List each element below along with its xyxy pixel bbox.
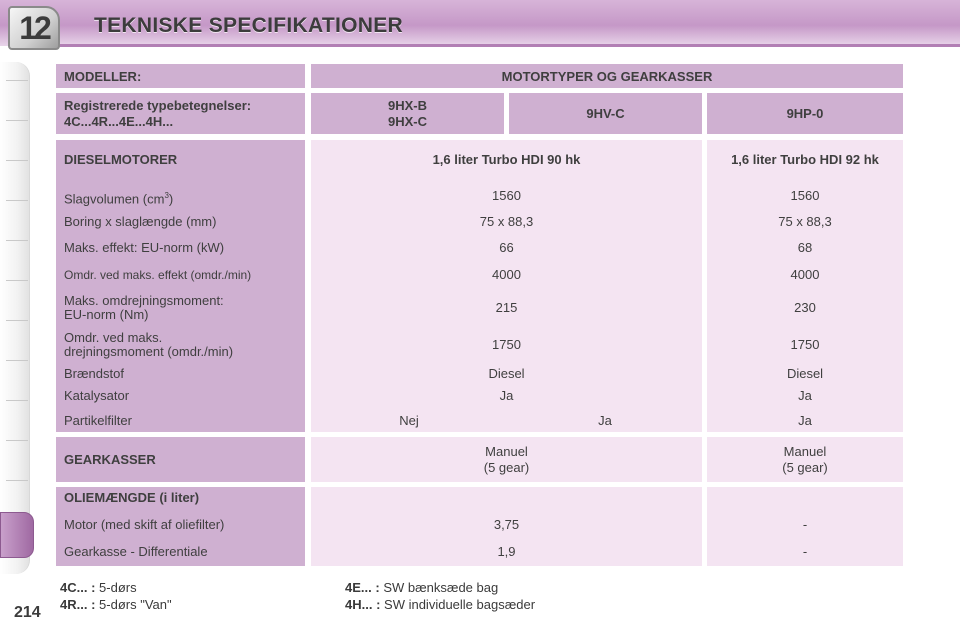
gearbox-b-cell <box>707 437 903 482</box>
tab-divider <box>6 320 28 321</box>
spec-value: 1750 <box>790 337 820 352</box>
spec-value: 230 <box>794 300 816 315</box>
footnote: 4R... : 5-dørs "Van" <box>60 597 172 612</box>
gearbox-a-cell <box>311 437 702 482</box>
spec-label-bore-stroke: Boring x slaglængde (mm) <box>64 214 217 229</box>
spec-label-fuel: Brændstof <box>64 366 124 381</box>
tab-divider <box>6 200 28 201</box>
chapter-badge: 12 <box>8 6 60 50</box>
spec-label-gearbox-oil: Gearkasse - Differentiale <box>64 544 208 559</box>
tab-divider <box>6 360 28 361</box>
oil-heading: OLIEMÆNGDE (i liter) <box>64 490 200 505</box>
spec-value: 1560 <box>492 188 521 203</box>
tab-divider <box>6 480 28 481</box>
models-label: MODELLER: <box>64 68 142 84</box>
spec-value: 66 <box>499 240 514 255</box>
type-designation-label: Registrerede typebetegnelser: <box>64 97 252 113</box>
footnote: 4E... : SW bænksæde bag <box>345 580 499 595</box>
spec-value: 3,75 <box>493 517 520 532</box>
tab-divider <box>6 160 28 161</box>
spec-value: - <box>802 544 808 559</box>
engine-b-heading: 1,6 liter Turbo HDI 92 hk <box>731 152 879 167</box>
spec-label-max-torque: Maks. omdrejningsmoment: EU-norm (Nm) <box>64 293 224 322</box>
type-designation-label-cell <box>56 93 305 134</box>
spec-value: 75 x 88,3 <box>479 214 534 229</box>
tab-divider <box>6 440 28 441</box>
type-col2-cell <box>509 93 702 134</box>
tab-rail <box>0 62 30 574</box>
spec-value: Ja <box>499 388 514 403</box>
diesel-heading: DIESELMOTORER <box>64 152 178 167</box>
spec-label-particle-filter: Partikelfilter <box>64 413 132 428</box>
footnote: 4C... : 5-dørs <box>60 580 137 595</box>
header-divider <box>56 44 960 47</box>
spec-value: Ja <box>598 413 612 428</box>
tab-divider <box>6 400 28 401</box>
spec-value: 215 <box>495 300 518 315</box>
type-9hx-c: 9HX-C <box>387 113 427 129</box>
gearbox-gears: (5 gear) <box>483 459 530 475</box>
spec-label-engine-oil: Motor (med skift af oliefilter) <box>64 517 225 532</box>
spec-label-displacement: Slagvolumen $(cm^3)$ <box>64 191 174 207</box>
type-9hx-b: 9HX-B <box>387 97 427 113</box>
type-col3-cell <box>707 93 903 134</box>
spec-value: Diesel <box>488 366 525 381</box>
spec-label-catalyst: Katalysator <box>64 388 130 403</box>
type-9hp-0: 9HP-0 <box>786 106 824 121</box>
engine-types-heading: MOTORTYPER OG GEARKASSER <box>501 68 713 84</box>
spec-value: 1560 <box>790 188 820 203</box>
tab-divider <box>6 80 28 81</box>
gearbox-label-cell <box>56 437 305 482</box>
spec-label-rpm-power: Omdr. ved maks. effekt (omdr./min) <box>64 268 252 282</box>
spec-value: 1750 <box>492 337 521 352</box>
spec-value: Nej <box>399 413 419 428</box>
chapter-tabs <box>0 62 34 582</box>
page-header <box>0 0 960 52</box>
spec-value: Diesel <box>786 366 824 381</box>
type-9hv-c: 9HV-C <box>586 106 625 121</box>
tab-divider <box>6 120 28 121</box>
spec-value: 68 <box>797 240 813 255</box>
spec-value: 4000 <box>492 267 521 282</box>
spec-value: 75 x 88,3 <box>778 214 832 229</box>
spec-value: 1,9 <box>497 544 516 559</box>
tab-divider <box>6 240 28 241</box>
footnote: 4H... : SW individuelle bagsæder <box>345 597 536 612</box>
models-label-cell <box>56 64 305 88</box>
page-title: TEKNISKE SPECIFIKATIONER <box>94 14 404 37</box>
engine-a-heading: 1,6 liter Turbo HDI 90 hk <box>432 152 581 167</box>
spec-label-max-power: Maks. effekt: EU-norm (kW) <box>64 240 225 255</box>
gearbox-type: Manuel <box>783 443 827 459</box>
spec-value: Ja <box>798 413 812 428</box>
spec-value: - <box>802 517 808 532</box>
spec-label-rpm-torque: Omdr. ved maks. drejningsmoment (omdr./min) <box>64 330 234 359</box>
gearbox-gears: (5 gear) <box>782 459 828 475</box>
models-value-cell <box>311 64 903 88</box>
active-chapter-tab[interactable] <box>0 512 34 558</box>
gearbox-heading: GEARKASSER <box>64 452 156 467</box>
spec-value: 4000 <box>790 267 820 282</box>
type-designation-codes: 4C...4R...4E...4H... <box>64 113 174 129</box>
gearbox-type: Manuel <box>485 443 528 459</box>
type-col1-cell <box>311 93 504 134</box>
spec-value: Ja <box>798 388 812 403</box>
tab-divider <box>6 280 28 281</box>
page-number: 214 <box>14 604 41 621</box>
